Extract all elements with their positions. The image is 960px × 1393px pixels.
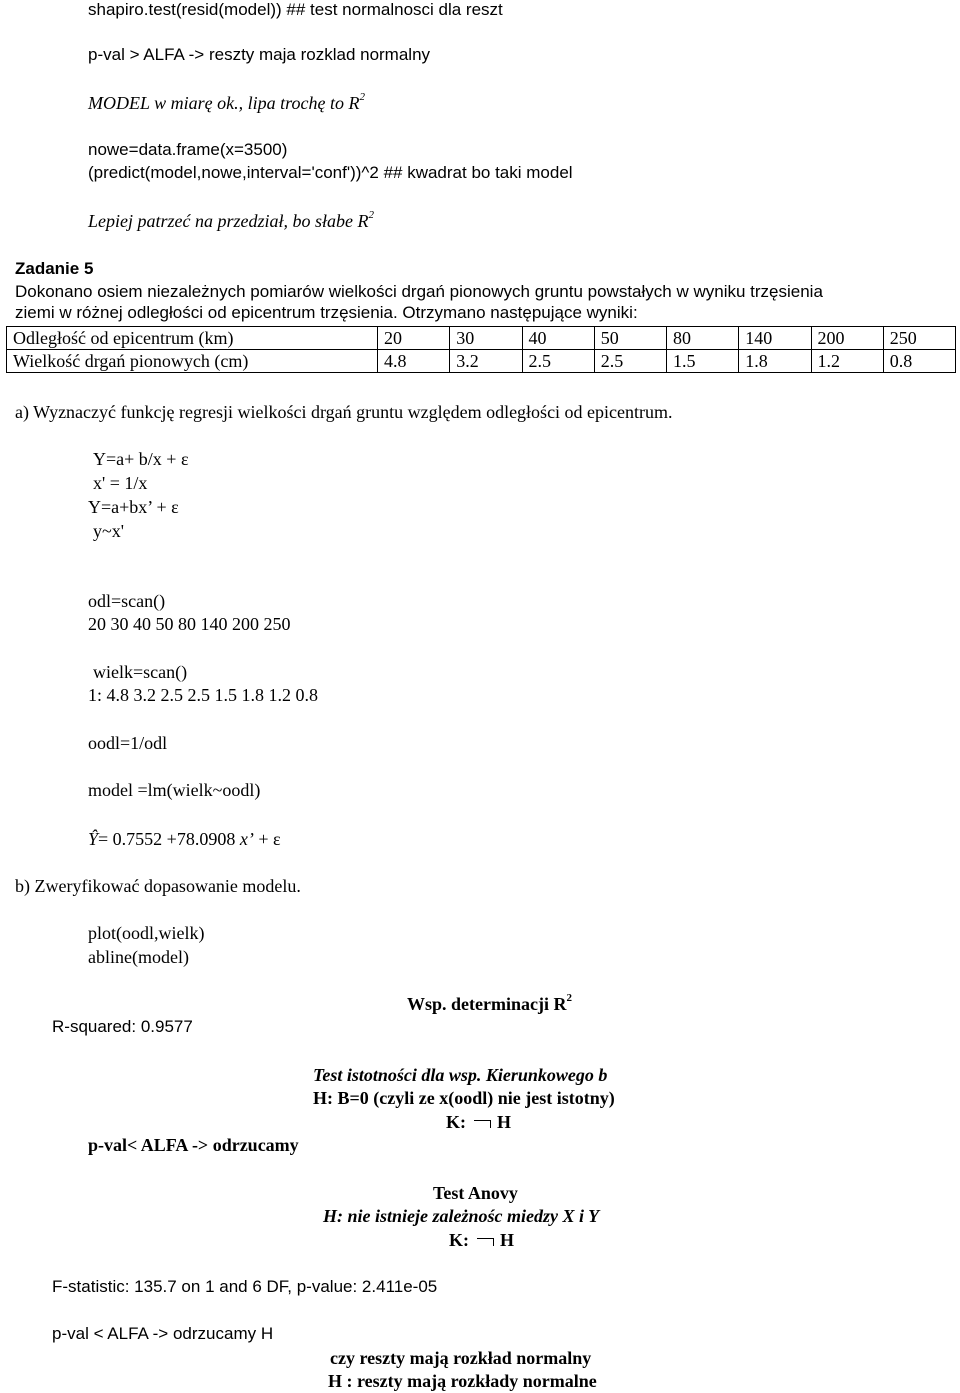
table-cell: 50 xyxy=(594,327,666,350)
shapiro-line: shapiro.test(resid(model)) ## test normalnosci dla reszt xyxy=(88,0,503,19)
oodl-command: oodl=1/odl xyxy=(88,733,168,753)
row-label-distance: Odległość od epicentrum (km) xyxy=(7,327,378,350)
negation-icon xyxy=(474,1120,491,1128)
table-cell: 1.2 xyxy=(811,350,883,373)
anova-k-h: H xyxy=(500,1230,515,1250)
row-label-vibration: Wielkość drgań pionowych (cm) xyxy=(7,350,378,373)
table-cell: 4.8 xyxy=(378,350,450,373)
test-b-title: Test istotności dla wsp. Kierunkowego b xyxy=(313,1065,608,1085)
anova-alternative xyxy=(449,1230,514,1250)
table-cell: 40 xyxy=(522,327,594,350)
odl-command: odl=scan() xyxy=(88,591,166,611)
model-ok-line xyxy=(88,93,365,113)
table-row xyxy=(7,327,956,350)
pval-reject-h: p-val < ALFA -> odrzucamy H xyxy=(52,1324,274,1343)
wielk-values: 1: 4.8 3.2 2.5 2.5 1.5 1.8 1.2 0.8 xyxy=(88,685,319,705)
table-cell: 20 xyxy=(378,327,450,350)
test-b-hypothesis: H: B=0 (czyli ze x(oodl) nie jest istotny) xyxy=(313,1088,615,1108)
task-title: Zadanie 5 xyxy=(15,259,94,278)
table-cell: 1.8 xyxy=(739,350,811,373)
nowe-line: nowe=data.frame(x=3500) xyxy=(88,140,288,159)
task-text-1: Dokonano osiem niezależnych pomiarów wielkości drgań pionowych gruntu powstałych w wyniku trzęsienia xyxy=(15,282,823,301)
table-cell: 200 xyxy=(811,327,883,350)
anova-hypothesis: H: nie istnieje zależnośc miedzy X i Y xyxy=(323,1206,600,1226)
test-b-k-h: H xyxy=(497,1112,512,1132)
table-cell: 3.2 xyxy=(450,350,522,373)
wsp-determinacji xyxy=(407,994,572,1014)
task-text-2: ziemi w różnej odległości od epicentrum trzęsienia. Otrzymano następujące wyniki: xyxy=(15,303,638,322)
fitted-equation xyxy=(88,829,281,849)
table-cell: 30 xyxy=(450,327,522,350)
part-a-text: a) Wyznaczyć funkcję regresji wielkości drgań gruntu względem odległości od epicentrum. xyxy=(15,402,673,422)
lepiej-line xyxy=(88,211,374,231)
test-b-k-label: K: xyxy=(446,1112,466,1132)
xprime-symbol: x’ xyxy=(239,829,254,849)
table-cell: 140 xyxy=(739,327,811,350)
fitted-eps: + ε xyxy=(253,829,281,849)
plot-command: plot(oodl,wielk) xyxy=(88,923,205,943)
test-b-alternative xyxy=(446,1112,511,1132)
lepiej-sup: 2 xyxy=(368,209,374,221)
fitted-coeffs: = 0.7552 +78.0908 xyxy=(98,829,240,849)
wsp-text: Wsp. determinacji R xyxy=(407,994,567,1014)
part-b-text: b) Zweryfikować dopasowanie modelu. xyxy=(15,876,301,896)
results-table xyxy=(6,326,956,373)
residuals-question: czy reszty mają rozkład normalny xyxy=(330,1348,592,1368)
equation-4: y~x' xyxy=(93,521,124,541)
anova-k-label: K: xyxy=(449,1230,469,1250)
abline-command: abline(model) xyxy=(88,947,189,967)
table-cell: 2.5 xyxy=(594,350,666,373)
predict-line: (predict(model,nowe,interval='conf'))^2 ## kwadrat bo taki model xyxy=(88,163,573,182)
equation-2: x' = 1/x xyxy=(93,473,148,493)
r-squared: R-squared: 0.9577 xyxy=(52,1017,193,1036)
model-ok-text: MODEL w miarę ok., lipa trochę to R xyxy=(88,93,360,113)
model-ok-sup: 2 xyxy=(359,91,365,103)
pval-rule-line: p-val > ALFA -> reszty maja rozklad normalny xyxy=(88,45,431,64)
pval-reject: p-val< ALFA -> odrzucamy xyxy=(88,1135,299,1155)
table-cell: 0.8 xyxy=(883,350,955,373)
table-row xyxy=(7,350,956,373)
f-statistic: F-statistic: 135.7 on 1 and 6 DF, p-value: 2.411e-05 xyxy=(52,1277,438,1296)
model-command: model =lm(wielk~oodl) xyxy=(88,780,261,800)
anova-title: Test Anovy xyxy=(433,1183,518,1203)
wielk-command: wielk=scan() xyxy=(93,662,188,682)
negation-icon xyxy=(477,1238,494,1246)
table-cell: 250 xyxy=(883,327,955,350)
table-cell: 2.5 xyxy=(522,350,594,373)
table-cell: 1.5 xyxy=(667,350,739,373)
lepiej-text: Lepiej patrzeć na przedział, bo słabe R xyxy=(88,211,369,231)
equation-3: Y=a+bx’ + ε xyxy=(88,497,179,517)
table-cell: 80 xyxy=(667,327,739,350)
odl-values: 20 30 40 50 80 140 200 250 xyxy=(88,614,291,634)
equation-1: Y=a+ b/x + ε xyxy=(93,449,189,469)
wsp-sup: 2 xyxy=(566,992,572,1004)
yhat-symbol: Ŷ xyxy=(88,829,99,849)
residuals-hypothesis: H : reszty mają rozkłady normalne xyxy=(328,1371,597,1391)
